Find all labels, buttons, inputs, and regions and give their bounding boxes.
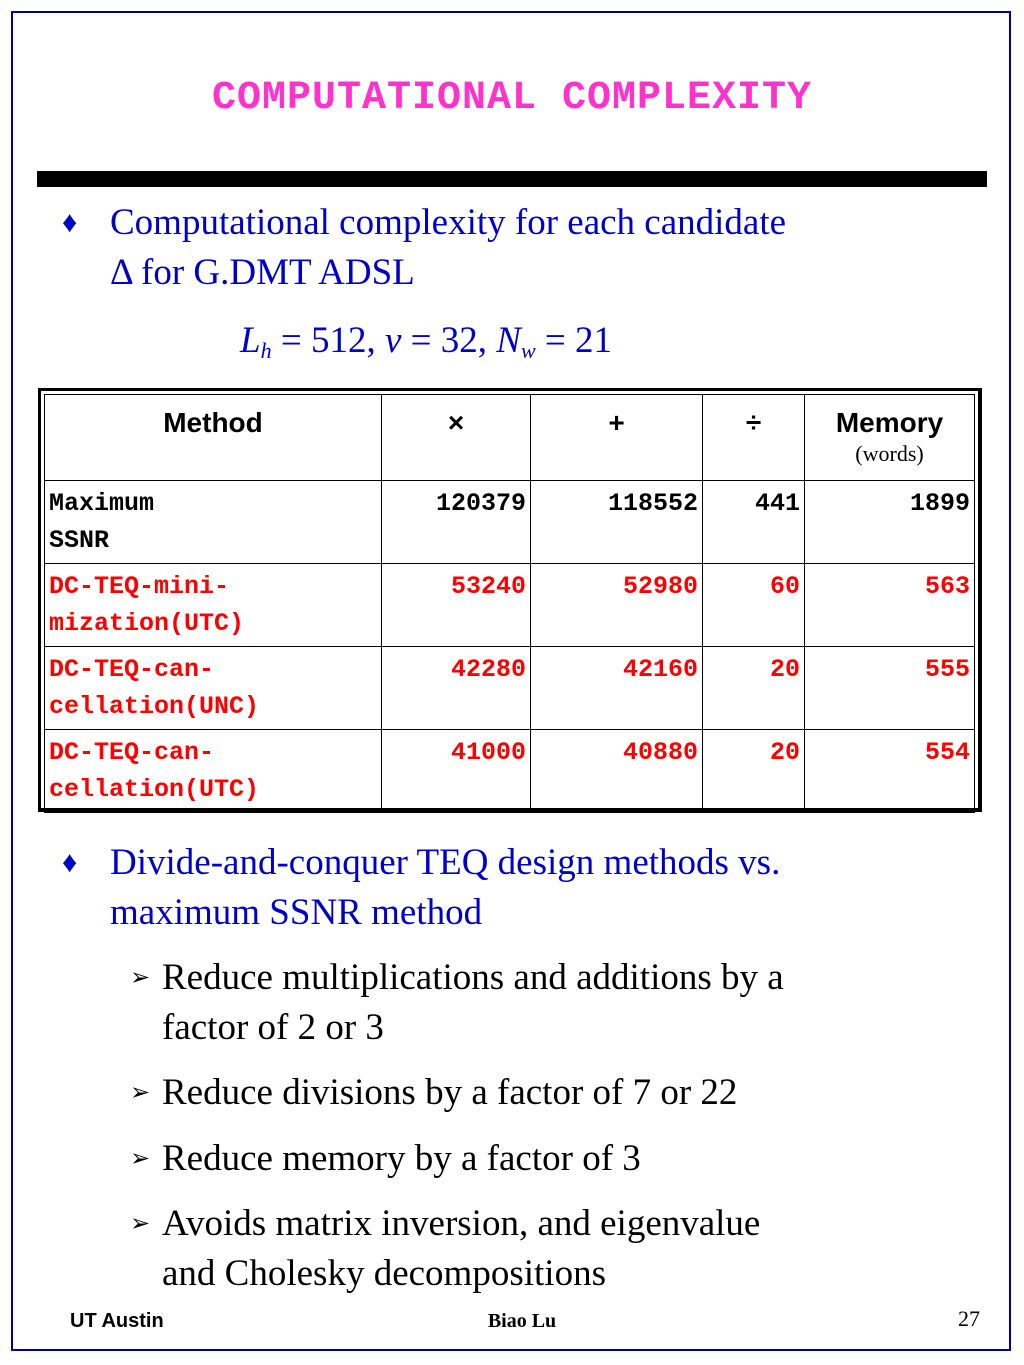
sub-bullet-line2: and Cholesky decompositions [162, 1253, 606, 1294]
arrow-bullet-icon: ➢ [130, 965, 151, 991]
bullet-complexity-line1: Computational complexity for each candidate [110, 202, 787, 243]
cell-multiplications: 120379 [382, 481, 531, 564]
formula-N: N [496, 320, 521, 361]
header-additions [531, 395, 703, 481]
arrow-bullet-icon: ➢ [130, 1080, 151, 1106]
footer-institution: UT Austin [70, 1310, 164, 1332]
table-row [45, 730, 975, 813]
complexity-table [44, 394, 975, 813]
header-memory [805, 395, 975, 481]
cell-multiplications: 42280 [382, 647, 531, 730]
sub-bullet-line1: Reduce multiplications and additions by a [162, 957, 784, 998]
formula-L: L [240, 320, 261, 361]
method-line2: SSNR [49, 526, 110, 555]
formula-N-subscript: w [520, 338, 536, 363]
cell-divisions: 20 [703, 647, 805, 730]
multiply-symbol: × [447, 407, 465, 438]
method-line1: DC-TEQ-mini- [49, 572, 230, 601]
cell-method [45, 730, 382, 813]
formula-eq2: = 32, [401, 320, 497, 361]
cell-multiplications: 53240 [382, 564, 531, 647]
sub-bullet-line1: Reduce divisions by a factor of 7 or 22 [162, 1072, 738, 1113]
footer-page-number: 27 [958, 1306, 980, 1331]
method-line1: Maximum [49, 489, 155, 518]
sub-bullet-line1: Reduce memory by a factor of 3 [162, 1138, 641, 1179]
header-divisions [703, 395, 805, 481]
cell-memory: 555 [805, 647, 975, 730]
method-line2: mization(UTC) [49, 609, 245, 638]
divide-symbol: ÷ [745, 407, 762, 438]
cell-method [45, 647, 382, 730]
title-divider [37, 171, 987, 187]
header-memory-label: Memory [835, 407, 944, 438]
header-method: Method [45, 395, 382, 481]
cell-multiplications: 41000 [382, 730, 531, 813]
method-line1: DC-TEQ-can- [49, 738, 215, 767]
cell-memory: 563 [805, 564, 975, 647]
table-row [45, 647, 975, 730]
table-row [45, 481, 975, 564]
header-memory-unit: (words) [855, 441, 924, 466]
cell-divisions: 20 [703, 730, 805, 813]
cell-divisions: 441 [703, 481, 805, 564]
header-multiplications [382, 395, 531, 481]
cell-additions: 52980 [531, 564, 703, 647]
cell-additions: 40880 [531, 730, 703, 813]
diamond-bullet-icon: ♦ [62, 206, 78, 239]
table-header-row [45, 395, 975, 481]
cell-divisions: 60 [703, 564, 805, 647]
footer-author: Biao Lu [487, 1310, 557, 1332]
plus-symbol: + [608, 407, 625, 438]
cell-method [45, 481, 382, 564]
diamond-bullet-icon: ♦ [62, 846, 78, 879]
sub-bullet-line1: Avoids matrix inversion, and eigenvalue [162, 1203, 761, 1244]
formula-nu: ν [384, 320, 402, 361]
arrow-bullet-icon: ➢ [130, 1146, 151, 1172]
cell-memory: 554 [805, 730, 975, 813]
formula-eq1: = 512, [271, 320, 385, 361]
bullet-divide-line1: Divide-and-conquer TEQ design methods vs. [110, 842, 781, 883]
formula-L-subscript: h [260, 338, 272, 363]
cell-additions: 118552 [531, 481, 703, 564]
method-line1: DC-TEQ-can- [49, 655, 215, 684]
formula-eq3: = 21 [535, 320, 613, 361]
slide-title: COMPUTATIONAL COMPLEXITY [211, 76, 813, 121]
cell-method [45, 564, 382, 647]
method-line2: cellation(UNC) [49, 692, 260, 721]
complexity-table-frame [38, 388, 982, 812]
method-line2: cellation(UTC) [49, 775, 260, 804]
table-row [45, 564, 975, 647]
bullet-divide-line2: maximum SSNR method [110, 892, 483, 933]
parameter-formula [240, 316, 612, 376]
bullet-complexity-line2: Δ for G.DMT ADSL [110, 252, 415, 293]
cell-additions: 42160 [531, 647, 703, 730]
cell-memory: 1899 [805, 481, 975, 564]
sub-bullet-line2: factor of 2 or 3 [162, 1007, 384, 1048]
arrow-bullet-icon: ➢ [130, 1211, 151, 1237]
